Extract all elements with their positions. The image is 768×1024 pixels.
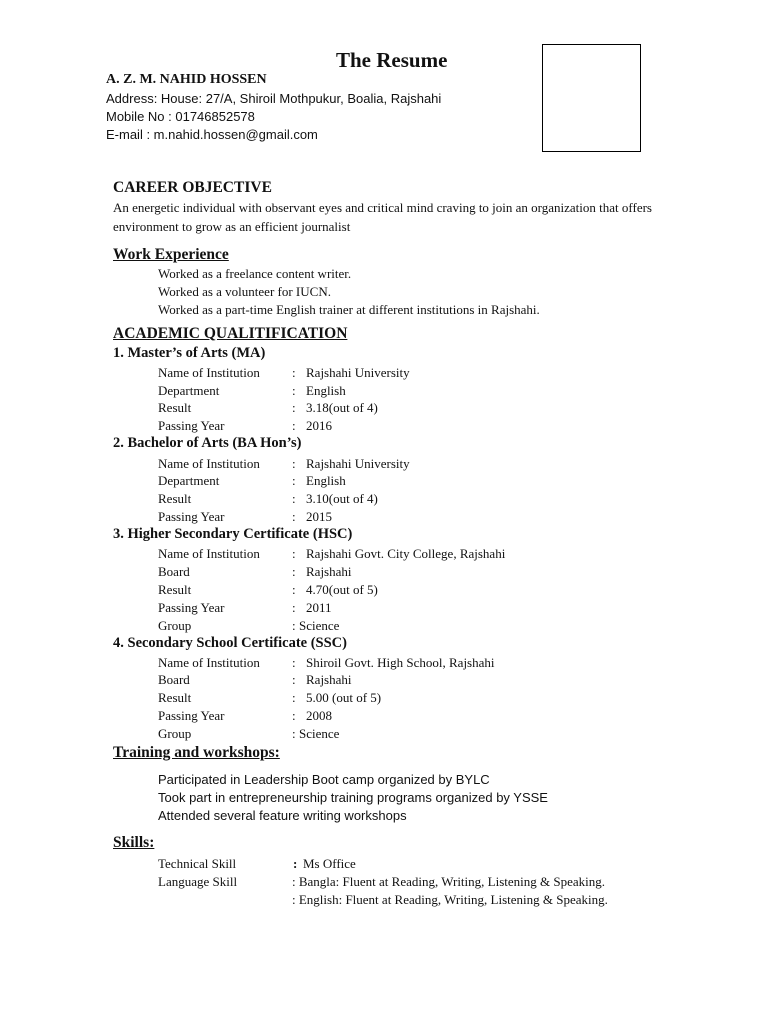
applicant-name: A. Z. M. NAHID HOSSEN [106, 72, 267, 87]
row-value: 2016 [306, 418, 332, 433]
row-separator: : [292, 618, 296, 633]
row-value: 4.70(out of 5) [306, 582, 378, 597]
row-separator: : [292, 456, 296, 471]
row-separator: : [292, 582, 296, 597]
row-label: Result [158, 582, 192, 597]
row-label: Name of Institution [158, 655, 260, 670]
mobile-line: Mobile No : 01746852578 [106, 109, 255, 124]
row-label: Result [158, 400, 192, 415]
training-item: Took part in entrepreneurship training programs organized by YSSE [158, 790, 548, 805]
degree-title: 1. Master’s of Arts (MA) [113, 345, 266, 361]
academic-heading: ACADEMIC QUALITIFICATION [113, 325, 348, 342]
training-heading: Training and workshops: [113, 744, 280, 761]
row-value: 3.18(out of 4) [306, 400, 378, 415]
row-separator: : [292, 365, 296, 380]
row-value: English [306, 383, 346, 398]
training-item: Participated in Leadership Boot camp organized by BYLC [158, 772, 490, 787]
row-separator: : [292, 418, 296, 433]
row-separator: : [292, 655, 296, 670]
row-value: Rajshahi [306, 672, 352, 687]
row-value: Rajshahi University [306, 456, 410, 471]
row-label: Passing Year [158, 418, 225, 433]
photo-placeholder [542, 44, 641, 152]
skill-value: : English: Fluent at Reading, Writing, Listening & Speaking. [292, 892, 608, 907]
work-item: Worked as a part-time English trainer at different institutions in Rajshahi. [158, 302, 540, 317]
email-line: E-mail : m.nahid.hossen@gmail.com [106, 127, 318, 142]
row-separator: : [292, 509, 296, 524]
row-separator: : [292, 473, 296, 488]
row-label: Name of Institution [158, 456, 260, 471]
row-separator: : [292, 672, 296, 687]
row-label: Passing Year [158, 509, 225, 524]
row-separator: : [292, 491, 296, 506]
row-label: Name of Institution [158, 546, 260, 561]
row-separator: : [292, 708, 296, 723]
skill-label: Technical Skill [158, 856, 237, 871]
skill-separator: : [293, 856, 298, 871]
row-label: Name of Institution [158, 365, 260, 380]
row-label: Group [158, 726, 192, 741]
skills-heading: Skills: [113, 834, 155, 851]
row-label: Board [158, 564, 190, 579]
row-value: English [306, 473, 346, 488]
row-value: 2011 [306, 600, 332, 615]
row-separator: : [292, 400, 296, 415]
career-objective-heading: CAREER OBJECTIVE [113, 179, 272, 196]
degree-title: 4. Secondary School Certificate (SSC) [113, 635, 347, 651]
work-item: Worked as a volunteer for IUCN. [158, 284, 331, 299]
row-separator: : [292, 546, 296, 561]
row-label: Group [158, 618, 192, 633]
row-label: Department [158, 383, 220, 398]
skill-value: : Bangla: Fluent at Reading, Writing, Listening & Speaking. [292, 874, 606, 889]
row-value: 2008 [306, 708, 332, 723]
row-label: Result [158, 491, 192, 506]
row-value: Rajshahi Govt. City College, Rajshahi [306, 546, 506, 561]
skill-label: Language Skill [158, 874, 238, 889]
degree-title: 3. Higher Secondary Certificate (HSC) [113, 526, 353, 542]
address-line: Address: House: 27/A, Shiroil Mothpukur, Boalia, Rajshahi [106, 91, 442, 106]
row-separator: : [292, 564, 296, 579]
row-value: 5.00 (out of 5) [306, 690, 382, 705]
row-value: Science [299, 726, 340, 741]
row-separator: : [292, 726, 296, 741]
skill-value: Ms Office [303, 856, 356, 871]
row-separator: : [292, 690, 296, 705]
row-label: Board [158, 672, 190, 687]
row-label: Department [158, 473, 220, 488]
row-value: Shiroil Govt. High School, Rajshahi [306, 655, 495, 670]
row-value: Rajshahi University [306, 365, 410, 380]
work-experience-heading: Work Experience [113, 246, 229, 263]
row-value: Rajshahi [306, 564, 352, 579]
row-separator: : [292, 600, 296, 615]
row-value: Science [299, 618, 340, 633]
row-value: 3.10(out of 4) [306, 491, 378, 506]
work-item: Worked as a freelance content writer. [158, 266, 352, 281]
row-separator: : [292, 383, 296, 398]
row-label: Passing Year [158, 600, 225, 615]
degree-title: 2. Bachelor of Arts (BA Hon’s) [113, 435, 302, 451]
row-value: 2015 [306, 509, 332, 524]
training-item: Attended several feature writing workshops [158, 808, 407, 823]
row-label: Result [158, 690, 192, 705]
row-label: Passing Year [158, 708, 225, 723]
page-title: The Resume [336, 48, 448, 72]
career-objective-text: An energetic individual with observant eyes and critical mind craving to join an organization that offers environment to grow as an efficient journalist [113, 200, 652, 234]
